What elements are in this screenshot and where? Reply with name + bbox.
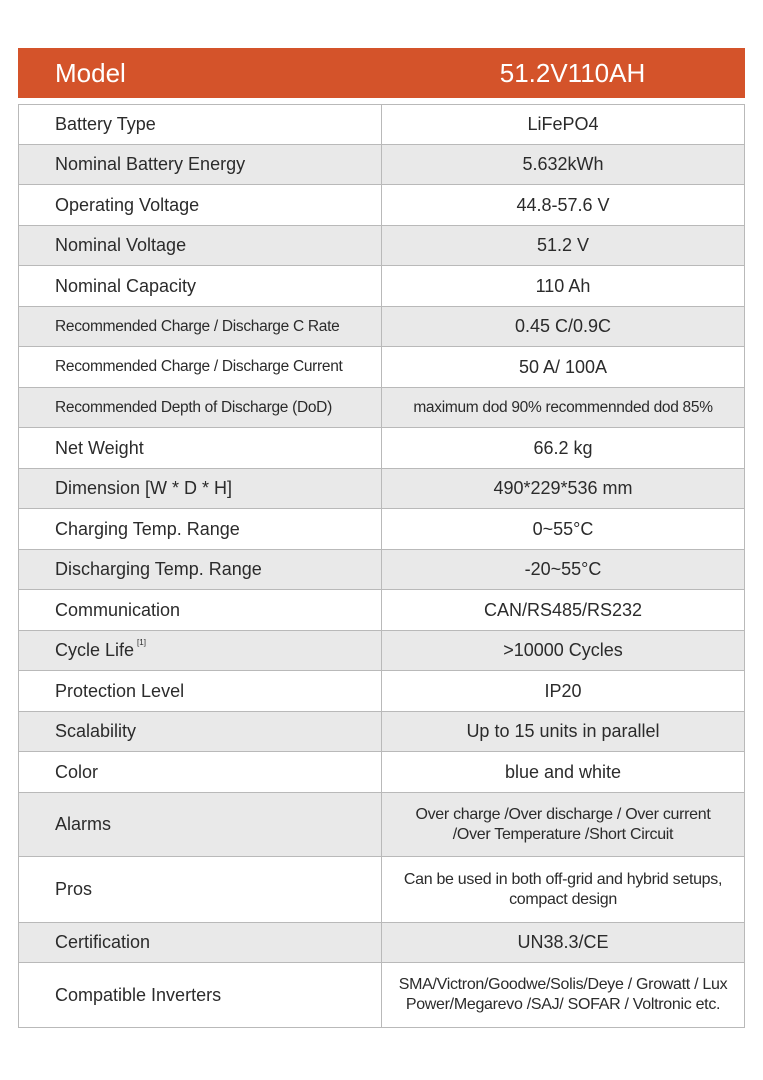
table-row (19, 550, 745, 590)
row-label: Protection Level (19, 671, 382, 712)
table-row (19, 469, 745, 509)
row-value: maximum dod 90% recommennded dod 85% (382, 388, 745, 428)
row-label: Nominal Capacity (19, 266, 382, 307)
row-label: Nominal Battery Energy (19, 145, 382, 185)
row-value: Up to 15 units in parallel (382, 712, 745, 752)
row-value: IP20 (382, 671, 745, 712)
table-row (19, 266, 745, 307)
row-value: CAN/RS485/RS232 (382, 590, 745, 631)
value-line: Can be used in both off-grid and hybrid setups, (403, 870, 723, 888)
value-line: /Over Temperature /Short Circuit (452, 825, 674, 843)
row-value: 5.632kWh (382, 145, 745, 185)
value-line: SMA/Victron/Goodwe/Solis/Deye / Growatt / Lux (398, 976, 728, 993)
row-label: Recommended Depth of Discharge (DoD) (19, 388, 382, 428)
table-row (19, 185, 745, 226)
table-row (19, 793, 745, 857)
row-label: Color (19, 752, 382, 793)
footnote-marker: [1] (137, 638, 146, 647)
row-value-cell (382, 857, 745, 923)
value-line: Power/Megarevo /SAJ/ SOFAR / Voltronic etc. (405, 996, 721, 1013)
header-label: Model (55, 57, 126, 88)
row-label: Pros (19, 857, 382, 923)
table-row (19, 712, 745, 752)
table-row (19, 428, 745, 469)
row-label: Net Weight (19, 428, 382, 469)
row-value: 51.2 V (382, 226, 745, 266)
spec-sheet (18, 48, 745, 1028)
value-line: Over charge /Over discharge / Over current (415, 805, 711, 823)
table-row (19, 923, 745, 963)
row-label: Operating Voltage (19, 185, 382, 226)
row-label: Recommended Charge / Discharge C Rate (19, 307, 382, 347)
row-value: -20~55°C (382, 550, 745, 590)
table-row (19, 752, 745, 793)
row-label: Recommended Charge / Discharge Current (19, 347, 382, 388)
row-value: 66.2 kg (382, 428, 745, 469)
row-value: blue and white (382, 752, 745, 793)
row-value: >10000 Cycles (382, 631, 745, 671)
row-value-cell (382, 793, 745, 857)
row-label: Charging Temp. Range (19, 509, 382, 550)
table-header (18, 48, 745, 98)
table-row (19, 347, 745, 388)
row-value: 110 Ah (382, 266, 745, 307)
row-value: LiFePO4 (382, 105, 745, 145)
table-row (19, 226, 745, 266)
row-value: 0.45 C/0.9C (382, 307, 745, 347)
table-row (19, 857, 745, 923)
row-label-cell (19, 631, 382, 671)
row-label: Certification (19, 923, 382, 963)
spec-table (18, 104, 745, 1028)
value-line: compact design (509, 890, 617, 908)
row-label: Compatible Inverters (19, 963, 382, 1028)
table-row (19, 963, 745, 1028)
table-row (19, 307, 745, 347)
table-row (19, 105, 745, 145)
table-row (19, 631, 745, 671)
row-label: Discharging Temp. Range (19, 550, 382, 590)
row-value-cell (382, 963, 745, 1028)
row-label: Battery Type (19, 105, 382, 145)
row-value: 50 A/ 100A (382, 347, 745, 388)
table-row (19, 671, 745, 712)
table-row (19, 509, 745, 550)
row-label: Cycle Life (55, 640, 135, 660)
row-label: Alarms (19, 793, 382, 857)
row-value: 44.8-57.6 V (382, 185, 745, 226)
row-value: 490*229*536 mm (382, 469, 745, 509)
row-label: Scalability (19, 712, 382, 752)
table-row (19, 388, 745, 428)
row-value: UN38.3/CE (382, 923, 745, 963)
row-label: Dimension [W * D * H] (19, 469, 382, 509)
row-label: Nominal Voltage (19, 226, 382, 266)
table-row (19, 590, 745, 631)
row-value: 0~55°C (382, 509, 745, 550)
table-row (19, 145, 745, 185)
header-model-value: 51.2V110AH (499, 57, 646, 88)
row-label: Communication (19, 590, 382, 631)
